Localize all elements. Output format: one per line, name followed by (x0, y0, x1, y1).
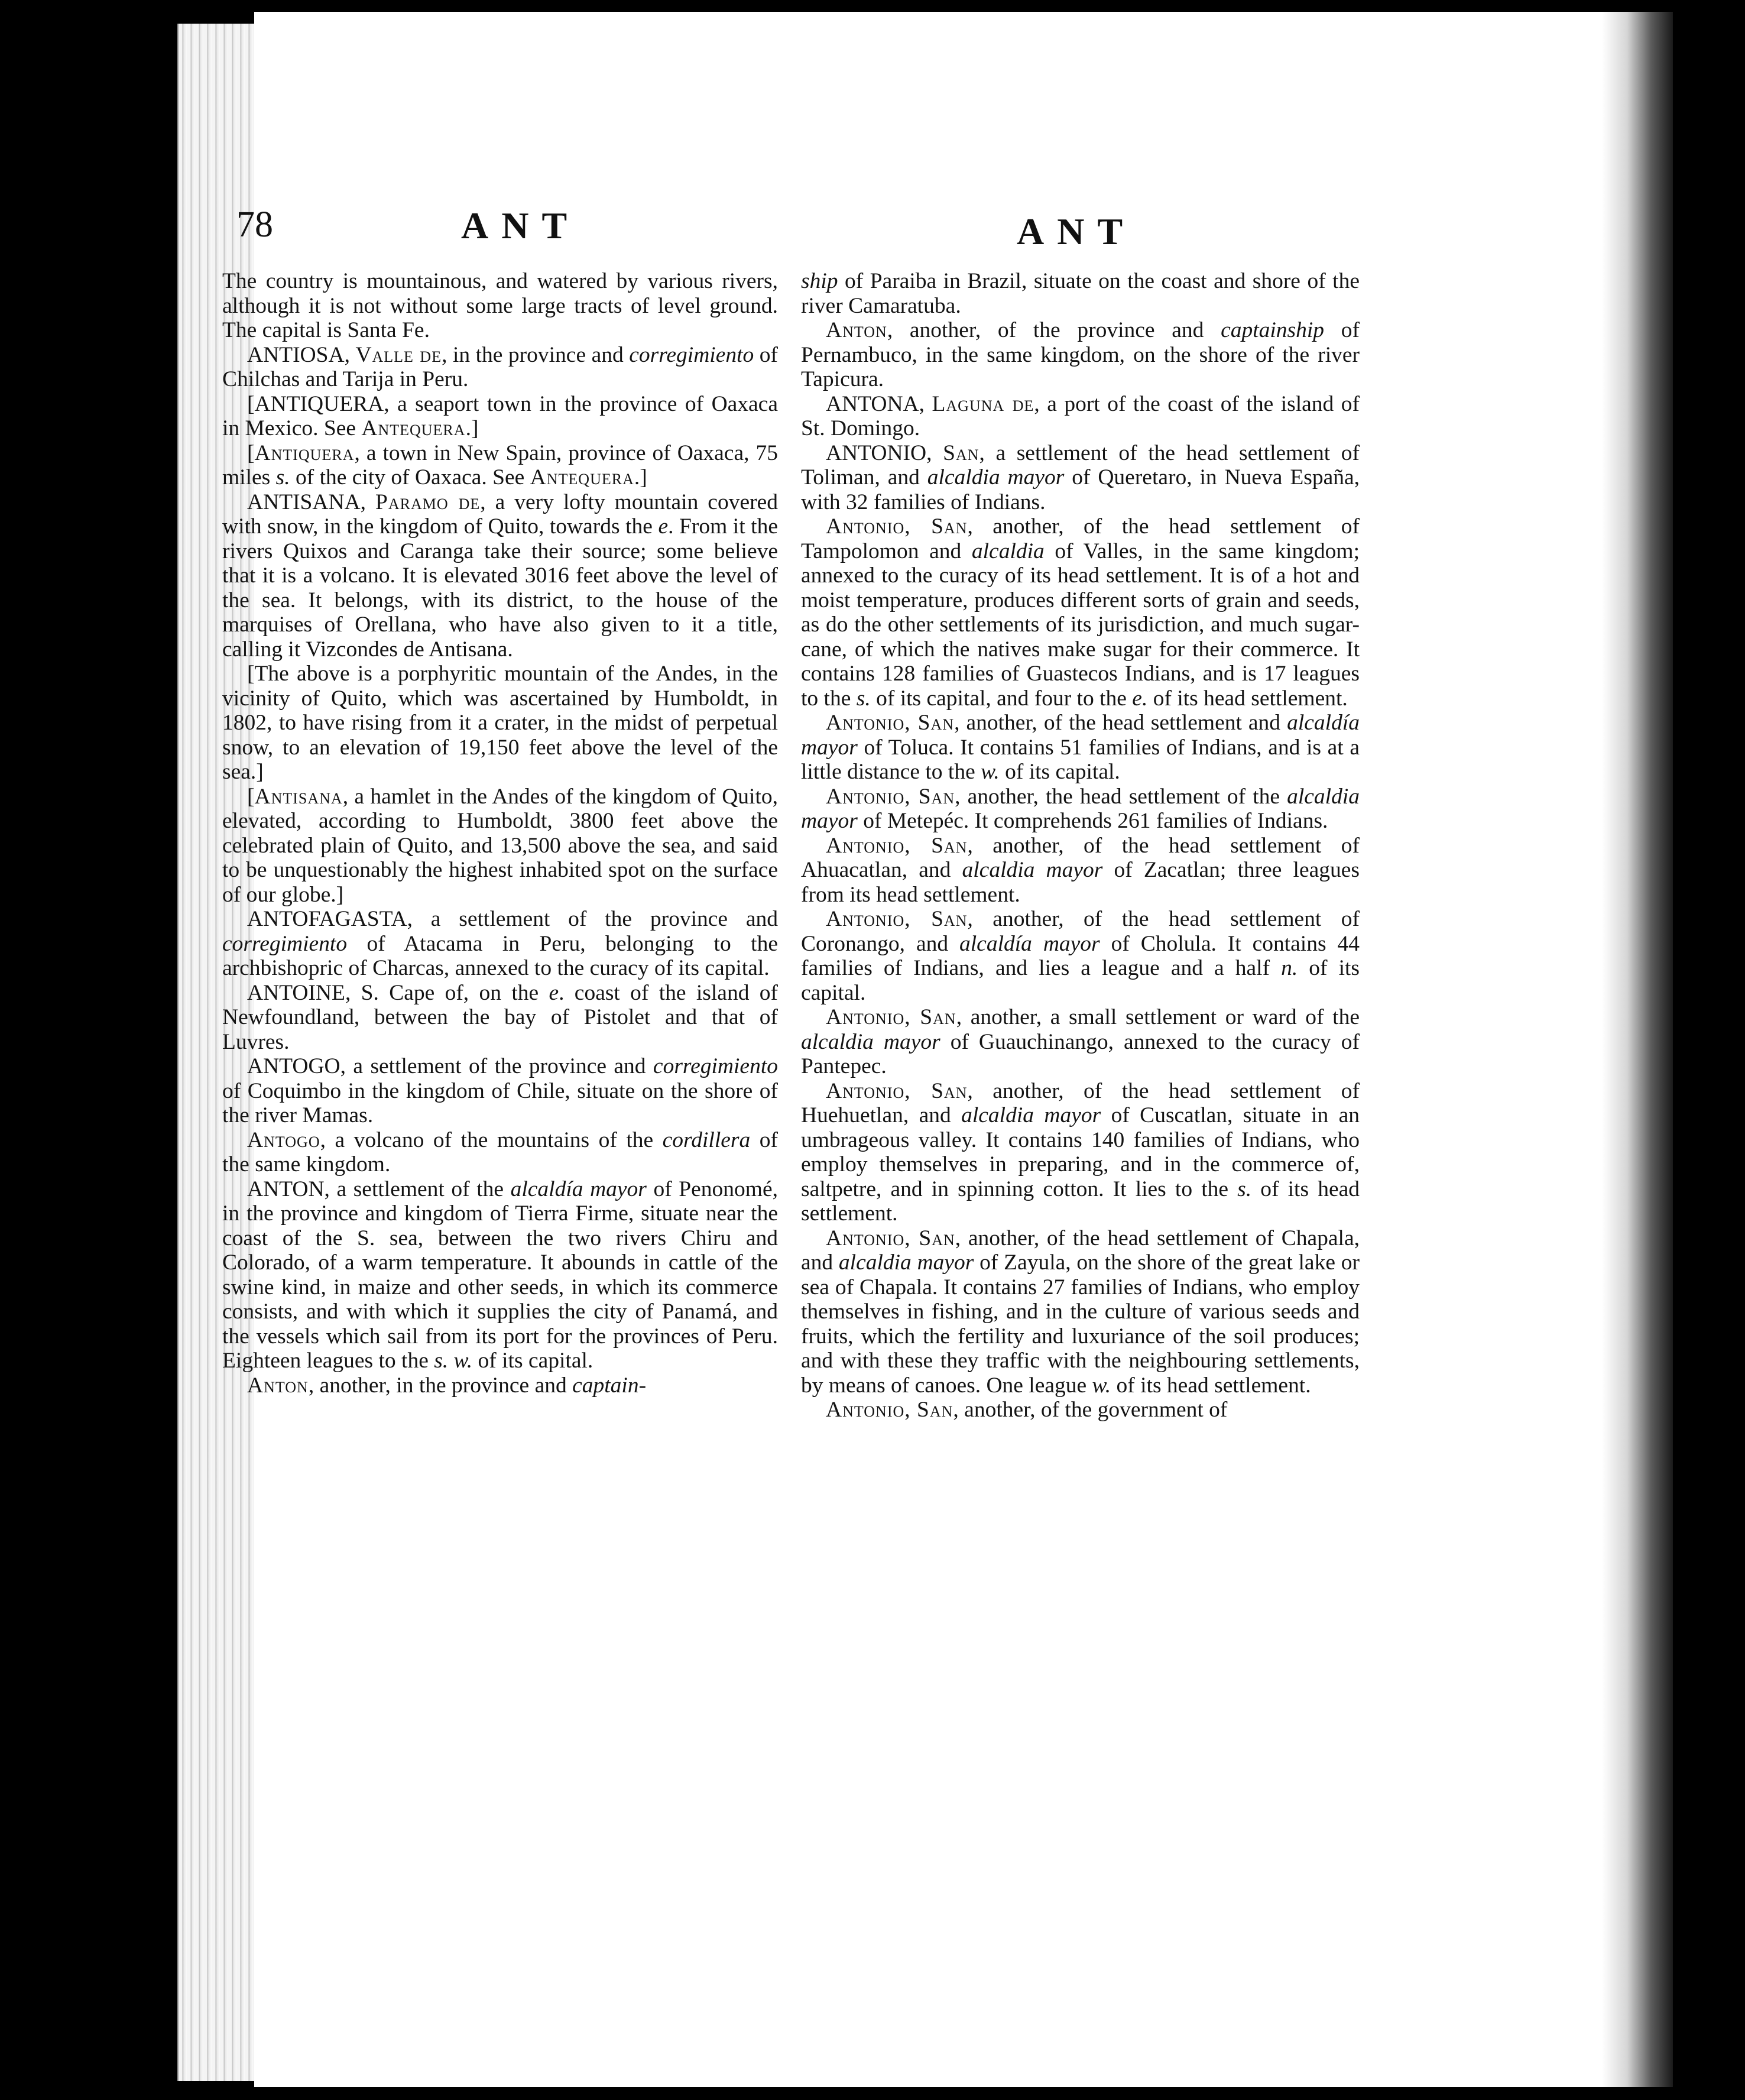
dictionary-entry: [Antisana, a hamlet in the Andes of the kingdom of Quito, elevated, according to Humboldt, 3800 feet above the celebrated plain of Quito, and 13,500 above the sea, and said to be unquestionably the highest inhabited spot on the surface of our globe.] (222, 784, 778, 907)
dictionary-entry: [The above is a porphyritic mountain of the Andes, in the vicinity of Quito, which was ascertained by Humboldt, in 1802, to have rising from it a crater, in the midst of perpetual snow, to an elevation of 19,150 feet above the level of the sea.] (222, 662, 778, 784)
dictionary-entry: Antonio, San, another, of the head settlement of Chapala, and alcaldia mayor of Zayula, on the shore of the great lake or sea of Chapala. It contains 27 families of Indians, who employ themselves in fishing, and in the culture of various seeds and fruits, which the fertility and luxuriance of the soil produces; and with these they traffic with the neighbouring settlements, by means of canoes. One league w. of its head settlement. (801, 1226, 1360, 1398)
dictionary-entry: Antonio, San, another, of the head settlement and alcaldía mayor of Toluca. It contains 51 families of Indians, and is at a little distance to the w. of its capital. (801, 711, 1360, 784)
dictionary-entry: [Antiquera, a town in New Spain, province of Oaxaca, 75 miles s. of the city of Oaxaca. See Antequera.] (222, 440, 778, 490)
dictionary-entry: Antonio, San, another, of the government of (826, 1398, 1228, 1422)
dictionary-entry: ship of Paraiba in Brazil, situate on the coast and shore of the river Camaratuba. (801, 269, 1360, 318)
dictionary-entry: Antonio, San, another, of the head settlement of Huehuetlan, and alcaldia mayor of Cuscatlan, situate in an umbrageous valley. It contains 140 families of Indians, who employ themselves in preparing, and in the commerce of, saltpetre, and in spinning cotton. It lies to the s. of its head settlement. (801, 1078, 1360, 1226)
dictionary-entry: Antonio, San, another, the head settlement of the alcaldia mayor of Metepéc. It comprehends 261 families of Indians. (801, 784, 1360, 833)
dictionary-entry: Antonio, San, another, of the head settlement of Coronango, and alcaldía mayor of Cholula. It contains 44 families of Indians, and lies a league and a half n. of its capital. (801, 907, 1360, 1005)
page-number: 78 (236, 205, 273, 245)
dictionary-entry: ANTONIO, San, a settlement of the head settlement of Toliman, and alcaldia mayor of Queretaro, in Nueva España, with 32 families of Indians. (801, 440, 1360, 514)
dictionary-entry: ANTOINE, S. Cape of, on the e. coast of the island of Newfoundland, between the bay of Pistolet and that of Luvres. (222, 980, 778, 1054)
dictionary-entry: Anton, another, in the province and captain- (247, 1373, 647, 1398)
running-head-left: ANT (461, 205, 580, 247)
page-gutter-shadow (1602, 12, 1673, 2087)
right-column (801, 269, 1360, 1422)
dictionary-entry: ANTON, a settlement of the alcaldía mayor of Penonomé, in the province and kingdom of Tierra Firme, situate near the coast of the S. sea, between the two rivers Chiru and Colorado, of a warm temperature. It abounds in cattle of the swine kind, in maize and other seeds, in which its commerce consists, and with which it supplies the city of Panamá, and the vessels which sail from its port for the provinces of Peru. Eighteen leagues to the s. w. of its capital. (222, 1177, 778, 1373)
dictionary-entry: Anton, another, of the province and captainship of Pernambuco, in the same kingdom, on the shore of the river Tapicura. (801, 318, 1360, 391)
left-column (222, 269, 778, 1398)
dictionary-entry: [ANTIQUERA, a seaport town in the province of Oaxaca in Mexico. See Antequera.] (222, 391, 778, 440)
dictionary-entry: Antonio, San, another, of the head settlement of Tampolomon and alcaldia of Valles, in the same kingdom; annexed to the curacy of its head settlement. It is of a hot and moist temperature, produces different sorts of grain and seeds, as do the other settlements of its jurisdiction, and much sugar-cane, of which the natives make sugar for their commerce. It contains 128 families of Guastecos Indians, and is 17 leagues to the s. of its capital, and four to the e. of its head settlement. (801, 514, 1360, 711)
running-head-right: ANT (1017, 210, 1136, 252)
dictionary-entry: ANTIOSA, Valle de, in the province and corregimiento of Chilchas and Tarija in Peru. (222, 342, 778, 391)
dictionary-entry: ANTISANA, Paramo de, a very lofty mountain covered with snow, in the kingdom of Quito, towards the e. From it the rivers Quixos and Caranga take their source; some believe that it is a volcano. It is elevated 3016 feet above the level of the sea. It belongs, with its district, to the house of the marquises of Orellana, who have also given to it a title, calling it Vizcondes de Antisana. (222, 490, 778, 662)
dictionary-entry: The country is mountainous, and watered by various rivers, although it is not without some large tracts of level ground. The capital is Santa Fe. (222, 269, 778, 342)
dictionary-entry: Antogo, a volcano of the mountains of the cordillera of the same kingdom. (222, 1127, 778, 1177)
dictionary-entry: ANTOGO, a settlement of the province and corregimiento of Coquimbo in the kingdom of Chile, situate on the shore of the river Mamas. (222, 1054, 778, 1127)
dictionary-entry: Antonio, San, another, a small settlement or ward of the alcaldia mayor of Guauchinango, annexed to the curacy of Pantepec. (801, 1005, 1360, 1078)
dictionary-entry: ANTOFAGASTA, a settlement of the province and corregimiento of Atacama in Peru, belonging to the archbishopric of Charcas, annexed to the curacy of its capital. (222, 907, 778, 980)
dictionary-entry: Antonio, San, another, of the head settlement of Ahuacatlan, and alcaldia mayor of Zacatlan; three leagues from its head settlement. (801, 833, 1360, 907)
dictionary-entry: ANTONA, Laguna de, a port of the coast of the island of St. Domingo. (801, 391, 1360, 440)
